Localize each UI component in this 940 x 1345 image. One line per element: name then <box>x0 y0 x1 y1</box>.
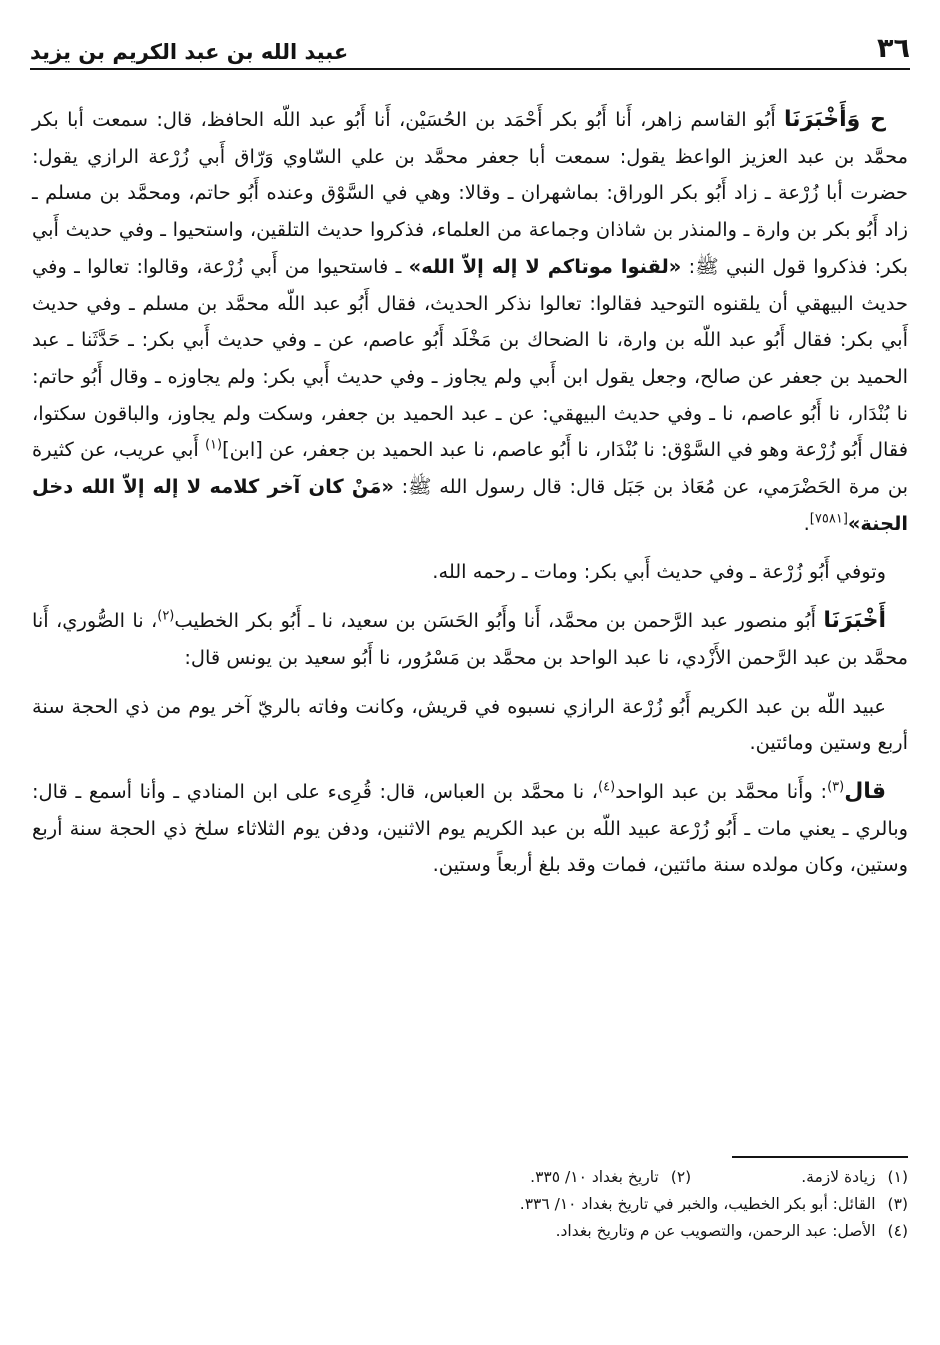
page-number: ٣٦ <box>877 33 910 64</box>
hadith-quote: «لقنوا موتاكم لا إله إلاّ الله» <box>408 254 682 278</box>
text-span: أَبي عريب، عن كثيرة بن مرة الحَضْرَمي، عن مُعَاذ بن جَبَل قال: قال رسول الله ﷺ: <box>32 438 908 499</box>
footnote-marker: (٢) <box>157 608 175 624</box>
text-span: ـ فاستحيوا من أَبي زُرْعة، وقالوا: تعالوا ـ وفي حديث البيهقي أن يلقنوه التوحيد فقالوا: تعالوا نذكر الحديث، فقال أَبُو عبد اللّه محمَّد بن مسلم ـ وفي حديث أَبي بكر: فقال أَبُو عبد اللّه بن وارة، نا الضحاك بن مَخْلَد أَبُو عاصم، عن ـ وفي حديث أَبي بكر: ـ حَدَّثَنا ـ عبد الحميد بن جعفر عن صالح، وجعل يقول ابن أَبي ولم يجاوز ـ وفي حديث أَبي بكر: ولم يجاوزه ـ وقال أَبُو حاتم: نا بُنْدَار، نا أَبُو عاصم، نا ـ وفي حديث البيهقي: عن ـ عبد الحميد بن جعفر، وسكت ولم يجاوز، والباقون سكتوا، فقال أَبُو زُرْعة وهو في السَّوْق: نا بُنْدَار، نا أَبُو عاصم، نا عبد الحميد بن جعفر، عن [ابن] <box>32 254 908 462</box>
paragraph-1 <box>32 102 908 542</box>
text-span: ، نا الصُّوري، أَنا محمَّد بن عبد الرَّحمن الأَزْدي، نا عبد الواحد بن محمَّد بن مَسْرُور، نا أَبُو سعيد بن يونس قال: <box>32 609 908 669</box>
text-span: . <box>803 511 810 535</box>
footnote-divider <box>732 1156 908 1158</box>
footnote-row <box>60 1191 908 1218</box>
qala-keyword: قال <box>844 778 886 804</box>
text-span: : وأَنا محمَّد بن عبد الواحد <box>615 779 828 803</box>
footnote-marker: (٣) <box>827 779 845 795</box>
text-span: أَبُو القاسم زاهر، أَنا أَبُو بكر أَحْمَد بن الحُسَيْن، أَنا أَبُو عبد اللّه الحافظ، قال: سمعت أبا بكر محمَّد بن عبد العزيز الواعظ يقول: سمعت أبا جعفر محمَّد بن علي السّاوي وَرّاق أَبي زُرْعة الرازي يقول: حضرت أبا زُرْعة ـ زاد أَبُو بكر الوراق: بماشهران ـ وقالا: وهي في السَّوْق وعنده أَبُو حاتم، ومحمَّد بن مسلم ـ زاد أَبُو بكر بن وارة ـ والمنذر بن شاذان وجماعة من العلماء، فذكروا حديث التلقين، واستحيوا ـ وفي حديث أَبي بكر: فذكروا قول النبي ﷺ: <box>32 108 908 278</box>
page-header <box>30 26 910 70</box>
hadith-reference-number: [٧٥٨١] <box>809 511 848 527</box>
footnote-text: تاريخ بغداد ١٠/ ٣٣٥. <box>530 1168 659 1186</box>
footnote-row <box>60 1164 908 1191</box>
paragraph-4: عبيد اللّه بن عبد الكريم أَبُو زُرْعة الرازي نسبوه في قريش، وكانت وفاته بالريّ آخر يوم من ذي الحجة سنة أربع وستين ومائتين. <box>32 694 908 755</box>
main-text <box>32 102 908 884</box>
footnote-text: الأصل: عبد الرحمن، والتصويب عن م وتاريخ بغداد. <box>555 1222 876 1240</box>
running-title: عبيد الله بن عبد الكريم بن يزيد <box>30 40 349 64</box>
text-span: ، نا محمَّد بن العباس، قال: قُرِىء على ابن المنادي ـ وأنا أسمع ـ قال: وبالري ـ يعني مات ـ أَبُو زُرْعة عبيد اللّه بن عبد الكريم يوم الاثنين، ودفن يوم الثلاثاء سلخ ذي الحجة سنة أربع وستين، وكان مولده سنة مائتين، فمات وقد بلغ أربعاً وستين. <box>32 779 908 877</box>
footnote-number: (٣) <box>887 1195 908 1213</box>
footnote-marker: (٤) <box>598 779 616 795</box>
text-span: أَبُو منصور عبد الرَّحمن بن محمَّد، أَنا وأَبُو الحَسَن بن سعيد، نا ـ أَبُو بكر الخطيب <box>174 609 824 633</box>
akhbarana-keyword: أَخْبَرَنَا <box>823 608 886 634</box>
footnote-marker: (١) <box>204 437 223 453</box>
footnote-number: (٤) <box>887 1222 908 1240</box>
paragraph-2: وتوفي أَبُو زُرْعة ـ وفي حديث أَبي بكر: ومات ـ رحمه الله. <box>432 560 886 584</box>
footnotes <box>60 1164 908 1245</box>
footnote-number: (١) <box>887 1168 908 1186</box>
paragraph-5 <box>32 774 908 884</box>
footnote-text: زيادة لازمة. <box>801 1168 876 1186</box>
akhbarana-keyword: ح وَأَخْبَرَنَا <box>784 107 886 132</box>
footnote-2 <box>530 1164 691 1191</box>
footnote-row <box>60 1218 908 1245</box>
footnote-number: (٢) <box>670 1168 692 1186</box>
footnote-1 <box>801 1164 908 1191</box>
hadith-quote: «مَنْ كان آخر كلامه لا إله إلاّ الله دخل الجنة» <box>32 475 908 535</box>
footnote-4 <box>556 1218 908 1245</box>
footnote-text: القائل: أبو بكر الخطيب، والخبر في تاريخ بغداد ١٠/ ٣٣٦. <box>519 1195 876 1213</box>
footnote-3 <box>520 1191 908 1218</box>
paragraph-3 <box>32 603 908 676</box>
